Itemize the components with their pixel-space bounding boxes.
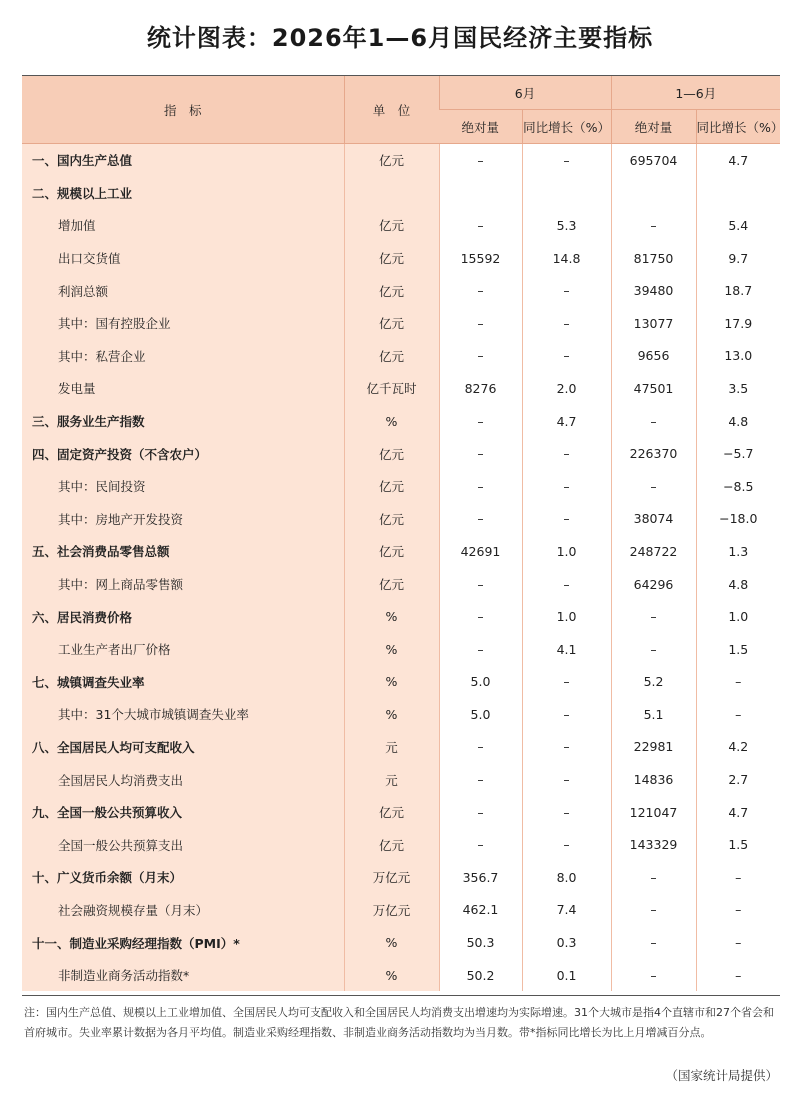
cum-absolute-cell: 9656 bbox=[611, 340, 696, 373]
table-row bbox=[22, 666, 780, 699]
table-row bbox=[22, 568, 780, 601]
indicator-name: 利润总额 bbox=[22, 274, 344, 307]
june-yoy-cell: – bbox=[522, 796, 611, 829]
table-row bbox=[22, 405, 780, 438]
cum-absolute-cell: 47501 bbox=[611, 372, 696, 405]
june-absolute-cell: 356.7 bbox=[439, 861, 522, 894]
unit-cell: 亿千瓦时 bbox=[344, 372, 439, 405]
table-row bbox=[22, 731, 780, 764]
indicator-name: 全国一般公共预算支出 bbox=[22, 828, 344, 861]
cum-absolute-cell: 226370 bbox=[611, 437, 696, 470]
table-row bbox=[22, 177, 780, 210]
table-row bbox=[22, 763, 780, 796]
june-absolute-cell: – bbox=[439, 437, 522, 470]
june-yoy-cell: – bbox=[522, 698, 611, 731]
unit-cell: 亿元 bbox=[344, 437, 439, 470]
indicator-name: 其中：民间投资 bbox=[22, 470, 344, 503]
cum-yoy-cell: – bbox=[696, 666, 780, 699]
unit-cell: % bbox=[344, 633, 439, 666]
cum-yoy-cell: 4.8 bbox=[696, 405, 780, 438]
cum-absolute-cell: – bbox=[611, 405, 696, 438]
unit-cell: % bbox=[344, 698, 439, 731]
cum-absolute-cell: 5.1 bbox=[611, 698, 696, 731]
june-yoy-cell: 8.0 bbox=[522, 861, 611, 894]
indicator-name: 三、服务业生产指数 bbox=[22, 405, 344, 438]
june-yoy-cell: – bbox=[522, 731, 611, 764]
header-unit: 单 位 bbox=[344, 76, 439, 144]
june-absolute-cell: 8276 bbox=[439, 372, 522, 405]
june-yoy-cell: – bbox=[522, 763, 611, 796]
unit-cell: 元 bbox=[344, 731, 439, 764]
cum-absolute-cell: 121047 bbox=[611, 796, 696, 829]
cum-yoy-cell: 3.5 bbox=[696, 372, 780, 405]
june-absolute-cell: – bbox=[439, 340, 522, 373]
june-absolute-cell: 42691 bbox=[439, 535, 522, 568]
cum-absolute-cell: 64296 bbox=[611, 568, 696, 601]
cum-absolute-cell: 81750 bbox=[611, 242, 696, 275]
table-body bbox=[22, 144, 780, 992]
unit-cell: 亿元 bbox=[344, 274, 439, 307]
june-absolute-cell: – bbox=[439, 568, 522, 601]
indicator-name: 二、规模以上工业 bbox=[22, 177, 344, 210]
cum-absolute-cell: – bbox=[611, 209, 696, 242]
unit-cell: 亿元 bbox=[344, 242, 439, 275]
june-absolute-cell: – bbox=[439, 209, 522, 242]
unit-cell: 万亿元 bbox=[344, 861, 439, 894]
june-absolute-cell: – bbox=[439, 307, 522, 340]
table-row bbox=[22, 959, 780, 992]
unit-cell: 元 bbox=[344, 763, 439, 796]
indicator-name: 非制造业商务活动指数* bbox=[22, 959, 344, 992]
cum-absolute-cell: 14836 bbox=[611, 763, 696, 796]
cum-absolute-cell: – bbox=[611, 959, 696, 992]
june-absolute-cell: – bbox=[439, 796, 522, 829]
table-row bbox=[22, 372, 780, 405]
indicator-name: 其中：房地产开发投资 bbox=[22, 503, 344, 536]
table-row bbox=[22, 470, 780, 503]
unit-cell bbox=[344, 177, 439, 210]
june-yoy-cell: – bbox=[522, 470, 611, 503]
june-yoy-cell: 14.8 bbox=[522, 242, 611, 275]
cum-yoy-cell: −8.5 bbox=[696, 470, 780, 503]
unit-cell: 亿元 bbox=[344, 828, 439, 861]
bottom-rule bbox=[22, 995, 780, 996]
cum-yoy-cell: 4.7 bbox=[696, 144, 780, 177]
indicator-name: 其中：网上商品零售额 bbox=[22, 568, 344, 601]
june-yoy-cell: – bbox=[522, 666, 611, 699]
cum-absolute-cell: – bbox=[611, 470, 696, 503]
cum-yoy-cell: – bbox=[696, 861, 780, 894]
june-yoy-cell: 4.7 bbox=[522, 405, 611, 438]
june-yoy-cell bbox=[522, 177, 611, 210]
cum-yoy-cell: – bbox=[696, 926, 780, 959]
june-yoy-cell: 7.4 bbox=[522, 894, 611, 927]
indicators-table bbox=[22, 76, 784, 991]
june-absolute-cell bbox=[439, 177, 522, 210]
cum-yoy-cell: 2.7 bbox=[696, 763, 780, 796]
june-yoy-cell: – bbox=[522, 503, 611, 536]
indicator-name: 十、广义货币余额（月末） bbox=[22, 861, 344, 894]
cum-absolute-cell: 22981 bbox=[611, 731, 696, 764]
unit-cell: 万亿元 bbox=[344, 894, 439, 927]
indicator-name: 一、国内生产总值 bbox=[22, 144, 344, 177]
cum-yoy-cell: 1.5 bbox=[696, 828, 780, 861]
indicator-name: 全国居民人均消费支出 bbox=[22, 763, 344, 796]
header-cum-absolute: 绝对量 bbox=[611, 110, 696, 144]
june-yoy-cell: – bbox=[522, 307, 611, 340]
unit-cell: 亿元 bbox=[344, 307, 439, 340]
cum-absolute-cell: – bbox=[611, 861, 696, 894]
unit-cell: 亿元 bbox=[344, 470, 439, 503]
table-row bbox=[22, 535, 780, 568]
june-absolute-cell: 15592 bbox=[439, 242, 522, 275]
cum-yoy-cell: −18.0 bbox=[696, 503, 780, 536]
header-june: 6月 bbox=[439, 76, 611, 110]
cum-absolute-cell: 5.2 bbox=[611, 666, 696, 699]
cum-yoy-cell: 4.8 bbox=[696, 568, 780, 601]
unit-cell: 亿元 bbox=[344, 209, 439, 242]
indicator-name: 其中：私营企业 bbox=[22, 340, 344, 373]
june-yoy-cell: – bbox=[522, 340, 611, 373]
cum-yoy-cell: 4.7 bbox=[696, 796, 780, 829]
table-row bbox=[22, 828, 780, 861]
indicator-name: 发电量 bbox=[22, 372, 344, 405]
indicator-name: 六、居民消费价格 bbox=[22, 600, 344, 633]
cum-absolute-cell bbox=[611, 177, 696, 210]
table-row bbox=[22, 861, 780, 894]
june-yoy-cell: 2.0 bbox=[522, 372, 611, 405]
indicator-name: 九、全国一般公共预算收入 bbox=[22, 796, 344, 829]
june-yoy-cell: – bbox=[522, 144, 611, 177]
indicator-name: 社会融资规模存量（月末） bbox=[22, 894, 344, 927]
june-yoy-cell: 0.3 bbox=[522, 926, 611, 959]
unit-cell: % bbox=[344, 926, 439, 959]
cum-yoy-cell: 4.2 bbox=[696, 731, 780, 764]
cum-yoy-cell: 1.3 bbox=[696, 535, 780, 568]
cum-yoy-cell: – bbox=[696, 698, 780, 731]
june-absolute-cell: 5.0 bbox=[439, 666, 522, 699]
cum-absolute-cell: – bbox=[611, 926, 696, 959]
cum-absolute-cell: – bbox=[611, 600, 696, 633]
cum-yoy-cell: 1.5 bbox=[696, 633, 780, 666]
unit-cell: % bbox=[344, 600, 439, 633]
indicator-name: 出口交货值 bbox=[22, 242, 344, 275]
table-row bbox=[22, 633, 780, 666]
cum-yoy-cell: 17.9 bbox=[696, 307, 780, 340]
table-row bbox=[22, 698, 780, 731]
unit-cell: % bbox=[344, 959, 439, 992]
indicator-name: 十一、制造业采购经理指数（PMI）* bbox=[22, 926, 344, 959]
cum-yoy-cell bbox=[696, 177, 780, 210]
june-absolute-cell: 50.2 bbox=[439, 959, 522, 992]
june-absolute-cell: – bbox=[439, 600, 522, 633]
indicator-name: 增加值 bbox=[22, 209, 344, 242]
cum-yoy-cell: −5.7 bbox=[696, 437, 780, 470]
unit-cell: 亿元 bbox=[344, 144, 439, 177]
table-row bbox=[22, 437, 780, 470]
table-row bbox=[22, 144, 780, 177]
header-cum-yoy: 同比增长（%） bbox=[696, 110, 780, 144]
cum-absolute-cell: 695704 bbox=[611, 144, 696, 177]
cum-absolute-cell: 39480 bbox=[611, 274, 696, 307]
page-title: 统计图表：2026年1—6月国民经济主要指标 bbox=[146, 24, 654, 52]
indicator-name: 八、全国居民人均可支配收入 bbox=[22, 731, 344, 764]
june-absolute-cell: – bbox=[439, 633, 522, 666]
indicator-name: 其中：国有控股企业 bbox=[22, 307, 344, 340]
table-row bbox=[22, 242, 780, 275]
indicator-name: 七、城镇调查失业率 bbox=[22, 666, 344, 699]
unit-cell: 亿元 bbox=[344, 503, 439, 536]
indicator-name: 工业生产者出厂价格 bbox=[22, 633, 344, 666]
unit-cell: 亿元 bbox=[344, 340, 439, 373]
table-row bbox=[22, 307, 780, 340]
table-row bbox=[22, 926, 780, 959]
cum-absolute-cell: 38074 bbox=[611, 503, 696, 536]
cum-absolute-cell: 248722 bbox=[611, 535, 696, 568]
june-yoy-cell: 0.1 bbox=[522, 959, 611, 992]
june-absolute-cell: – bbox=[439, 763, 522, 796]
june-yoy-cell: 4.1 bbox=[522, 633, 611, 666]
cum-absolute-cell: 13077 bbox=[611, 307, 696, 340]
header-indicator: 指 标 bbox=[22, 76, 344, 144]
indicator-name: 其中：31个大城市城镇调查失业率 bbox=[22, 698, 344, 731]
june-yoy-cell: 5.3 bbox=[522, 209, 611, 242]
june-yoy-cell: – bbox=[522, 274, 611, 307]
table-row bbox=[22, 503, 780, 536]
indicator-name: 四、固定资产投资（不含农户） bbox=[22, 437, 344, 470]
cum-yoy-cell: 9.7 bbox=[696, 242, 780, 275]
source-credit: （国家统计局提供） bbox=[665, 1068, 778, 1083]
june-yoy-cell: – bbox=[522, 568, 611, 601]
indicator-name: 五、社会消费品零售总额 bbox=[22, 535, 344, 568]
june-absolute-cell: 50.3 bbox=[439, 926, 522, 959]
june-absolute-cell: – bbox=[439, 503, 522, 536]
cum-yoy-cell: – bbox=[696, 959, 780, 992]
unit-cell: 亿元 bbox=[344, 796, 439, 829]
cum-yoy-cell: 13.0 bbox=[696, 340, 780, 373]
header-june-yoy: 同比增长（%） bbox=[522, 110, 611, 144]
cum-absolute-cell: 143329 bbox=[611, 828, 696, 861]
unit-cell: 亿元 bbox=[344, 568, 439, 601]
june-absolute-cell: – bbox=[439, 274, 522, 307]
june-absolute-cell: – bbox=[439, 144, 522, 177]
table-row bbox=[22, 274, 780, 307]
cum-yoy-cell: – bbox=[696, 894, 780, 927]
cum-yoy-cell: 18.7 bbox=[696, 274, 780, 307]
june-yoy-cell: – bbox=[522, 437, 611, 470]
june-absolute-cell: 5.0 bbox=[439, 698, 522, 731]
june-yoy-cell: – bbox=[522, 828, 611, 861]
cum-absolute-cell: – bbox=[611, 633, 696, 666]
cum-absolute-cell: – bbox=[611, 894, 696, 927]
cum-yoy-cell: 1.0 bbox=[696, 600, 780, 633]
unit-cell: % bbox=[344, 405, 439, 438]
june-yoy-cell: 1.0 bbox=[522, 600, 611, 633]
header-jan-jun: 1—6月 bbox=[611, 76, 780, 110]
june-absolute-cell: – bbox=[439, 731, 522, 764]
june-yoy-cell: 1.0 bbox=[522, 535, 611, 568]
june-absolute-cell: – bbox=[439, 405, 522, 438]
table-row bbox=[22, 894, 780, 927]
table-row bbox=[22, 209, 780, 242]
unit-cell: % bbox=[344, 666, 439, 699]
june-absolute-cell: 462.1 bbox=[439, 894, 522, 927]
table-row bbox=[22, 600, 780, 633]
june-absolute-cell: – bbox=[439, 470, 522, 503]
unit-cell: 亿元 bbox=[344, 535, 439, 568]
header-june-absolute: 绝对量 bbox=[439, 110, 522, 144]
table-row bbox=[22, 796, 780, 829]
june-absolute-cell: – bbox=[439, 828, 522, 861]
cum-yoy-cell: 5.4 bbox=[696, 209, 780, 242]
footnote: 注：国内生产总值、规模以上工业增加值、全国居民人均可支配收入和全国居民人均消费支出增速均为实际增速。31个大城市是指4个直辖市和27个省会和首府城市。失业率累计数据为各月平均值。制造业采购经理指数、非制造业商务活动指数均为当月数。带*指标同比增长为比上月增减百分点。 bbox=[24, 1006, 774, 1039]
table-row bbox=[22, 340, 780, 373]
